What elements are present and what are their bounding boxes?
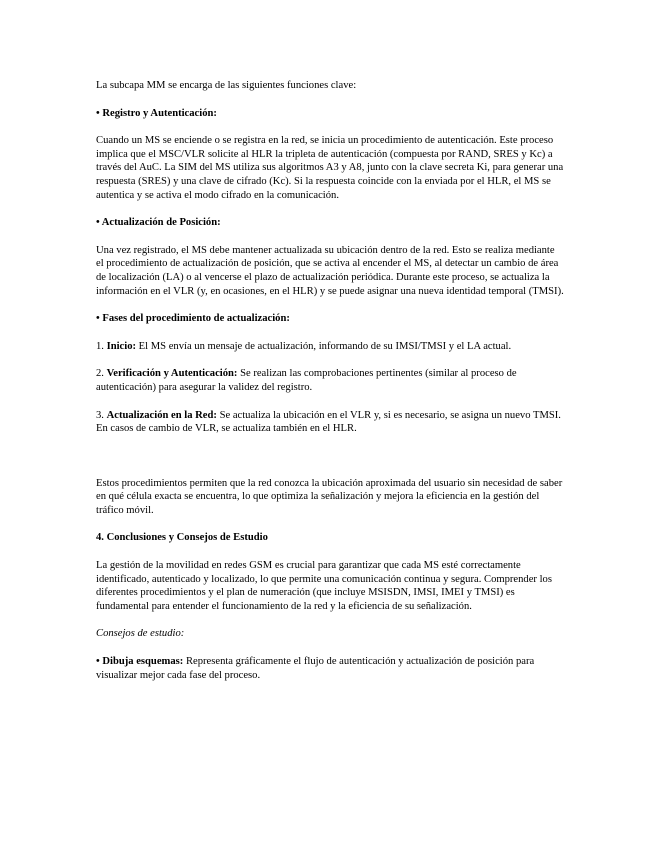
fase-step-text: El MS envía un mensaje de actualización, informando de su IMSI/TMSI y el LA actual.: [136, 340, 512, 352]
fase-step-1: [96, 340, 564, 354]
fase-step-2: [96, 367, 564, 394]
fase-step-text: Se realizan las comprobaciones pertinentes (similar al proceso de autenticación) para asegurar la validez del registro.: [96, 368, 517, 393]
fase-step-label: Verificación y Autenticación:: [106, 368, 238, 380]
intro-paragraph: La subcapa MM se encarga de las siguientes funciones clave:: [96, 80, 357, 91]
actualizacion-heading: [96, 216, 564, 230]
registro-body: Cuando un MS se enciende o se registra en la red, se inicia un procedimiento de autenticación. Este proceso implica que el MSC/VLR solicite al HLR la tripleta de autenticación (compuesta por RAND, SRES y Kc) a través del AuC. La SIM del MS utiliza sus algoritmos A3 y A8, junto con la clave secreta Ki, para generar una respuesta (SRES) y una clave de cifrado (Kc). Si la respuesta coincide con la enviada por el HLR, el MS se autentica y se activa el modo cifrado en la comunicación.: [96, 135, 564, 201]
consejos-heading: Consejos de estudio:: [96, 628, 185, 640]
fase-step-label: Actualización en la Red:: [106, 409, 217, 421]
fase-step-text: Se actualiza la ubicación en el VLR y, si es necesario, se asigna un nuevo TMSI. En casos de cambio de VLR, se actualiza también en el HLR.: [96, 409, 561, 435]
actualizacion-heading-text: • Actualización de Posición:: [96, 217, 221, 229]
conclusiones-heading: [96, 531, 564, 545]
actualizacion-body: Una vez registrado, el MS debe mantener actualizada su ubicación dentro de la red. Esto se realiza mediante el procedimiento de actualización de posición, que se activa al encender el MS, al detectar un cambio de área de localización (LA) o al vencerse el plazo de actualización periódica. Durante este proceso, se actualiza la información en el VLR (y, en ocasiones, en el HLR) y se puede asignar una nueva identidad temporal (TMSI).: [96, 244, 564, 297]
document-content: [96, 79, 564, 696]
fase-step-number: 3.: [96, 409, 107, 421]
fase-step-number: 2.: [96, 368, 107, 380]
consejo-tip: [96, 655, 564, 682]
consejo-tip-text: Representa gráficamente el flujo de autenticación y actualización de posición para visualizar mejor cada fase del proceso.: [96, 656, 535, 681]
fase-step-label: Inicio:: [106, 340, 137, 352]
fases-heading-text: • Fases del procedimiento de actualización:: [96, 313, 290, 325]
summary-paragraph: Estos procedimientos permiten que la red conozca la ubicación aproximada del usuario sin necesidad de saber en qué célula exacta se encuentra, lo que optimiza la señalización y mejora la eficiencia en la gestión del tráfico móvil.: [96, 477, 563, 516]
registro-heading-text: • Registro y Autenticación:: [96, 107, 217, 119]
fases-heading: [96, 312, 564, 326]
consejo-tip-label: • Dibuja esquemas:: [96, 656, 184, 668]
conclusiones-heading-text: 4. Conclusiones y Consejos de Estudio: [96, 532, 268, 544]
registro-heading: [96, 107, 564, 121]
fase-step-3: [96, 409, 564, 436]
fase-step-number: 1.: [96, 340, 107, 352]
conclusiones-body: La gestión de la movilidad en redes GSM es crucial para garantizar que cada MS esté correctamente identificado, autenticado y localizado, lo que permite una comunicación continua y segura. Comprender los diferentes procedimientos y el plan de numeración (que incluye MSISDN, IMSI, IMEI y TMSI) es fundamental para entender el funcionamiento de la red y la eficiencia de su señalización.: [96, 560, 552, 612]
